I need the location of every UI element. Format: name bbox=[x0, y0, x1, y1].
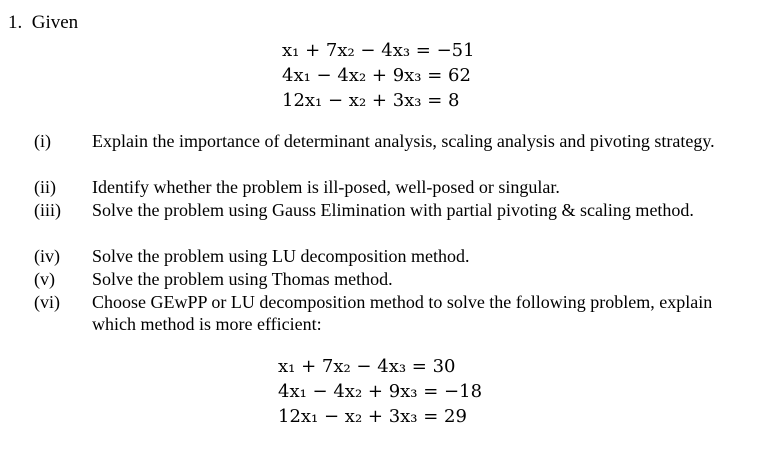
equation-system-second bbox=[278, 354, 482, 429]
sub-question-text: Solve the problem using Gauss Elimination with partial pivoting & scaling method. bbox=[92, 200, 694, 220]
equation-line: 12x₁ − x₂ + 3x₃ = 29 bbox=[278, 406, 467, 427]
sub-question-text: Solve the problem using Thomas method. bbox=[92, 269, 393, 289]
sub-question-number: (i) bbox=[34, 131, 51, 151]
question-label: Given bbox=[31, 12, 79, 33]
equation-line: 4x₁ − 4x₂ + 9x₃ = 62 bbox=[282, 65, 471, 86]
sub-question-number: (iii) bbox=[34, 200, 61, 220]
equation-line: x₁ + 7x₂ − 4x₃ = 30 bbox=[278, 356, 456, 377]
sub-question-text: Identify whether the problem is ill-posed, well-posed or singular. bbox=[92, 177, 560, 197]
sub-question-number: (v) bbox=[34, 269, 55, 289]
question-number: 1. bbox=[8, 12, 23, 33]
question-heading bbox=[8, 12, 78, 34]
equation-line: 12x₁ − x₂ + 3x₃ = 8 bbox=[282, 90, 460, 111]
sub-question-number: (vi) bbox=[34, 292, 60, 312]
sub-question-text: Solve the problem using LU decomposition method. bbox=[92, 246, 470, 266]
equation-line: x₁ + 7x₂ − 4x₃ = −51 bbox=[282, 40, 475, 61]
sub-question-number: (ii) bbox=[34, 177, 56, 197]
sub-question-text: Explain the importance of determinant analysis, scaling analysis and pivoting strategy. bbox=[92, 131, 715, 151]
equation-line: 4x₁ − 4x₂ + 9x₃ = −18 bbox=[278, 381, 483, 402]
equation-system-given bbox=[282, 38, 475, 113]
sub-question-text: Choose GEwPP or LU decomposition method to solve the following problem, explain which method is more efficient: bbox=[92, 292, 713, 334]
sub-question-number: (iv) bbox=[34, 246, 60, 266]
